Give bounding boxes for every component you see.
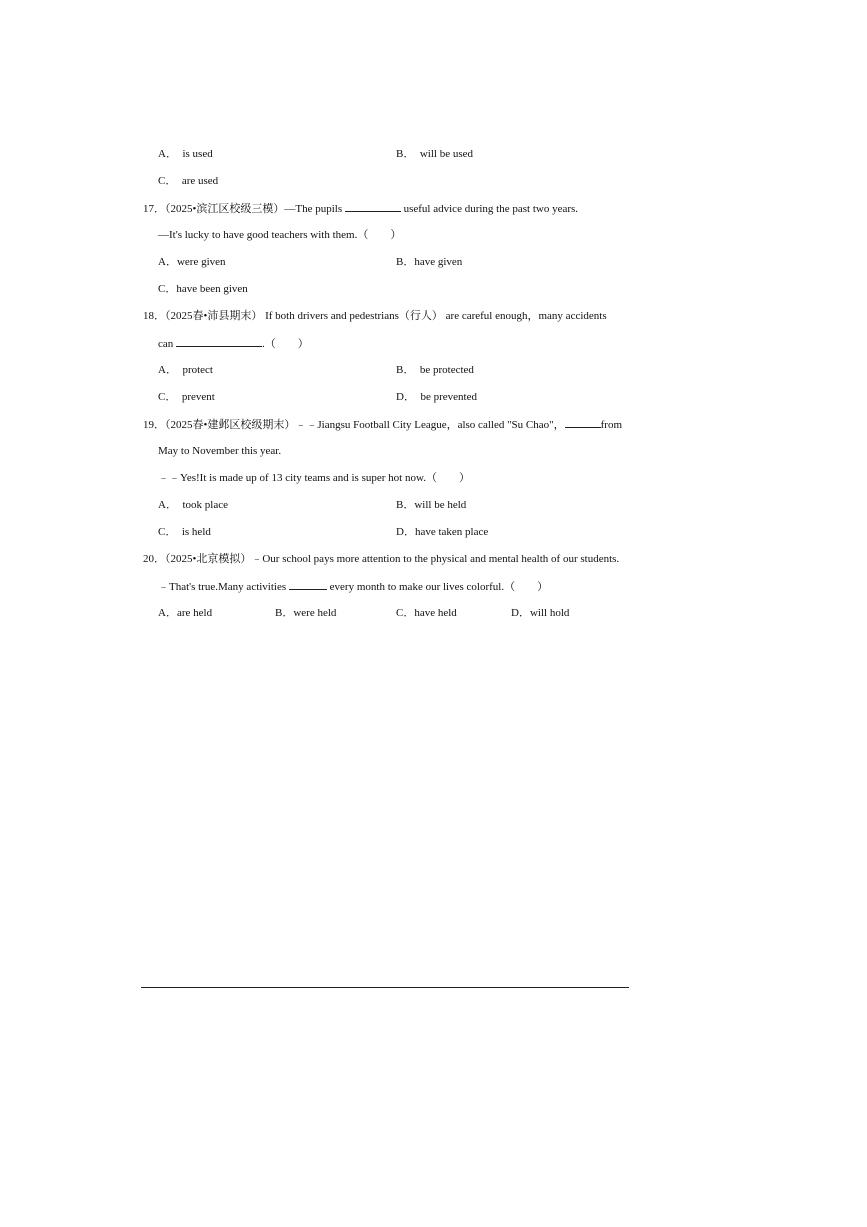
option-letter: C． [396,607,415,619]
answer-blank [176,336,262,347]
option-text: will hold [529,607,570,619]
q19-stem-line3: ﹣﹣Yes!It is made up of 13 city teams and is super hot now.（ ） [158,472,470,484]
question-source: （2025•滨江区校级三模） [165,203,285,215]
option-letter: A． [158,499,177,511]
option-text: be prevented [420,391,477,403]
q20-option-a [158,606,212,620]
q19-option-d [396,525,488,539]
option-letter: D． [396,391,415,403]
question-text: ﹣﹣Jiangsu Football City League，also called "Su Chao"， [295,419,565,431]
q16-option-b [396,147,473,161]
option-letter: A． [158,364,177,376]
option-text: are held [176,607,213,619]
option-text: have taken place [414,526,489,538]
question-text: ﹣That's true.Many activities [158,581,289,593]
option-letter: C． [158,391,177,403]
question-text: If both drivers and pedestrians（行人） are careful enough，many accidents [262,310,607,322]
question-number: 17． [143,203,165,215]
answer-blank [345,201,401,212]
question-source: （2025春•沛县期末） [165,310,263,322]
option-letter: A． [158,256,177,268]
q18-option-b [396,363,474,377]
question-source: （2025•北京模拟） [165,553,252,565]
q19-stem-line1 [143,417,622,432]
option-text: be protected [419,364,474,376]
q18-option-a [158,363,213,377]
option-text: will be used [419,148,474,160]
question-text: ﹣Our school pays more attention to the physical and mental health of our students. [251,553,620,565]
question-number: 18． [143,310,165,322]
q18-option-d [396,390,477,404]
q17-stem-line2: —It's lucky to have good teachers with them.（ ） [158,229,402,241]
q20-option-b [275,606,336,620]
option-letter: B． [396,364,415,376]
option-letter: A． [158,148,177,160]
option-letter: D． [396,526,415,538]
option-text: were given [176,256,226,268]
option-letter: C． [158,526,177,538]
option-text: is held [181,526,211,538]
q17-option-b [396,255,462,269]
option-text: were held [293,607,337,619]
q16-option-a [158,147,213,161]
option-text: are used [181,175,219,187]
option-letter: C． [158,283,177,295]
q20-option-d [511,606,569,620]
option-letter: B． [275,607,294,619]
option-text: will be held [414,499,467,511]
q19-stem-line2: May to November this year. [158,445,282,457]
option-letter: B． [396,148,415,160]
option-letter: A． [158,607,177,619]
option-letter: C． [158,175,177,187]
q20-stem-line1 [143,552,619,566]
option-text: is used [182,148,213,160]
question-source: （2025春•建邺区校级期末） [165,419,296,431]
option-text: protect [182,364,213,376]
option-letter: D． [511,607,530,619]
footer-divider [141,987,629,988]
question-text: —The pupils [284,203,345,215]
q19-option-b [396,498,466,512]
question-text: from [600,419,623,431]
question-text: useful advice during the past two years. [400,203,579,215]
q19-option-a [158,498,228,512]
question-text: every month to make our lives colorful.（ ） [326,581,549,593]
question-number: 20． [143,553,165,565]
option-text: took place [182,499,228,511]
option-text: have been given [176,283,248,295]
question-text: .（ ） [262,338,309,350]
q20-stem-line2 [158,579,548,594]
q16-option-c [158,174,218,188]
q17-stem-line1 [143,201,578,216]
question-text: can [158,338,177,350]
answer-blank [289,579,327,590]
q18-stem-line1 [143,309,607,323]
option-text: prevent [181,391,215,403]
question-number: 19． [143,419,165,431]
option-text: have held [414,607,457,619]
option-letter: B． [396,499,415,511]
answer-blank [565,417,601,428]
q20-option-c [396,606,457,620]
option-text: have given [414,256,463,268]
q17-option-a [158,255,226,269]
q17-option-c [158,282,248,296]
q18-stem-line2 [158,336,309,351]
q19-option-c [158,525,211,539]
option-letter: B． [396,256,415,268]
q18-option-c [158,390,215,404]
